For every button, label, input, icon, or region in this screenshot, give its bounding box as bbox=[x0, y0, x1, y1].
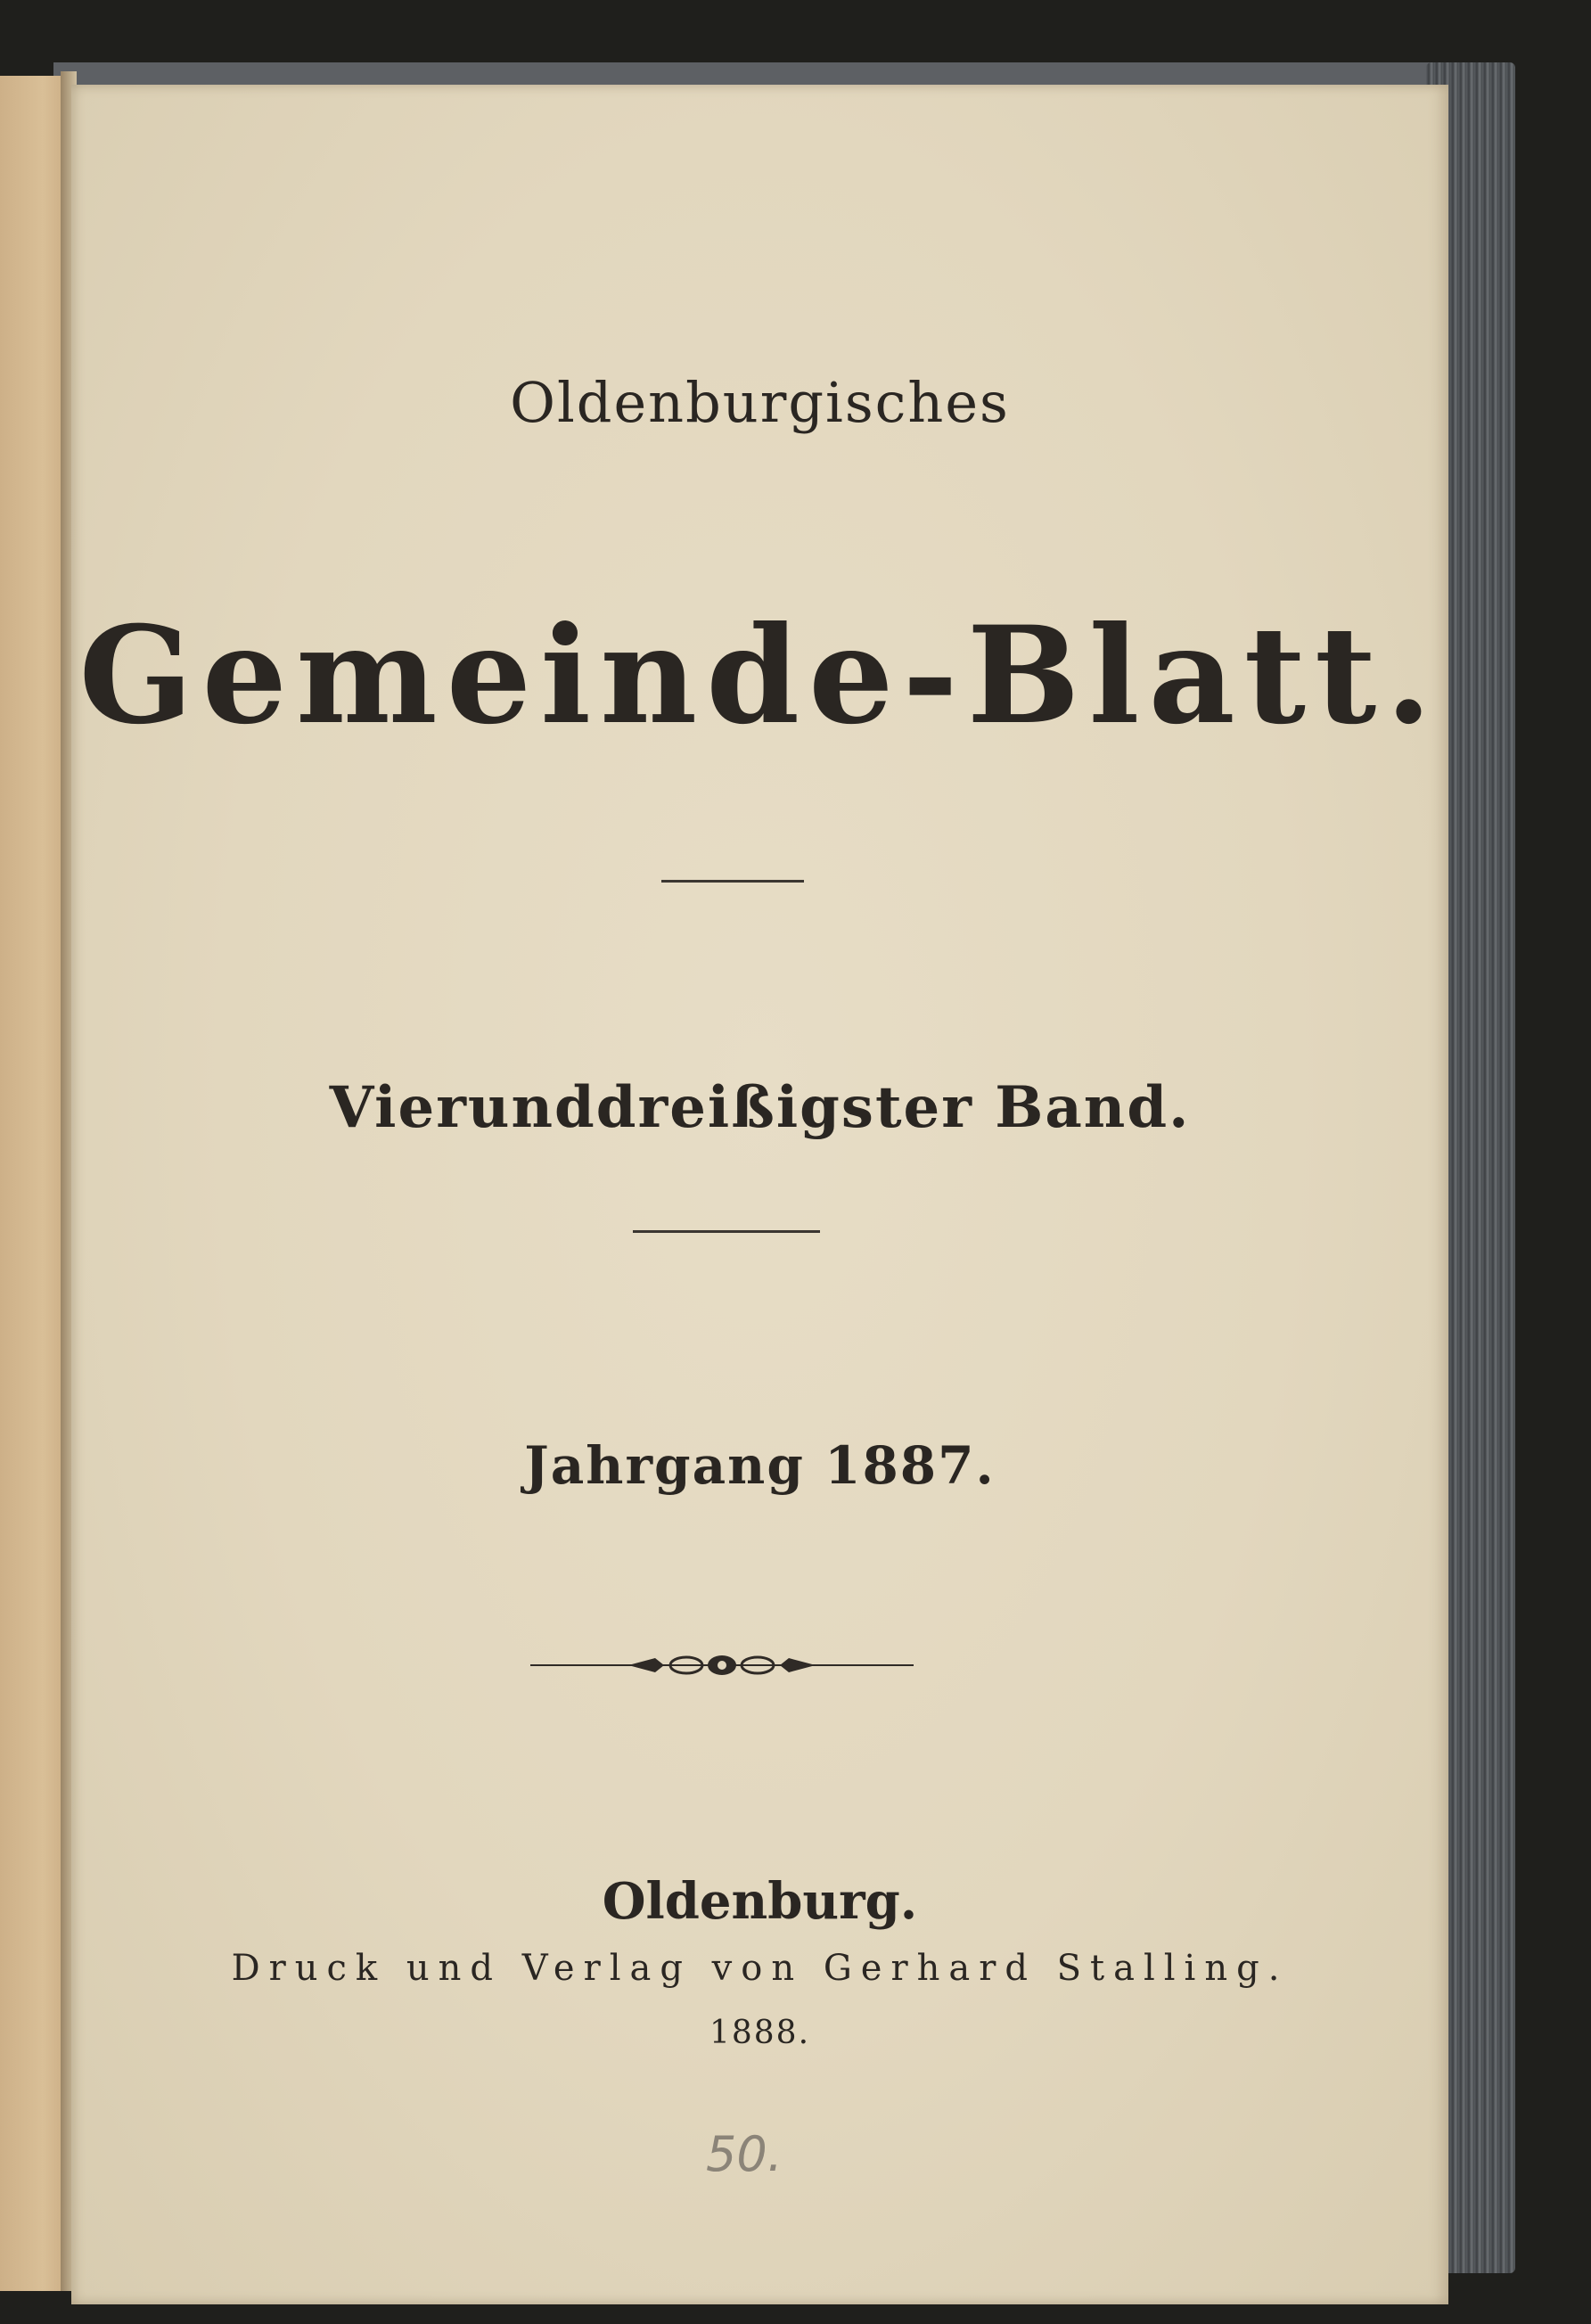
volume-line: Vierunddreißigster Band. bbox=[329, 1074, 1191, 1141]
publisher-line: Druck und Verlag von Gerhard Stalling. bbox=[231, 1948, 1289, 1989]
divider-rule-1 bbox=[661, 880, 804, 883]
year-line: Jahrgang 1887. bbox=[524, 1435, 996, 1496]
publication-year: 1888. bbox=[709, 2015, 811, 2051]
title-line-1: Oldenburgisches bbox=[510, 370, 1010, 435]
publication-place: Oldenburg. bbox=[602, 1872, 918, 1931]
divider-rule-2 bbox=[633, 1230, 820, 1233]
main-title: Gemeinde-Blatt. bbox=[78, 597, 1441, 754]
handwritten-note: 50. bbox=[706, 2126, 783, 2182]
ornament-divider bbox=[530, 1649, 914, 1681]
title-page bbox=[71, 85, 1448, 2304]
